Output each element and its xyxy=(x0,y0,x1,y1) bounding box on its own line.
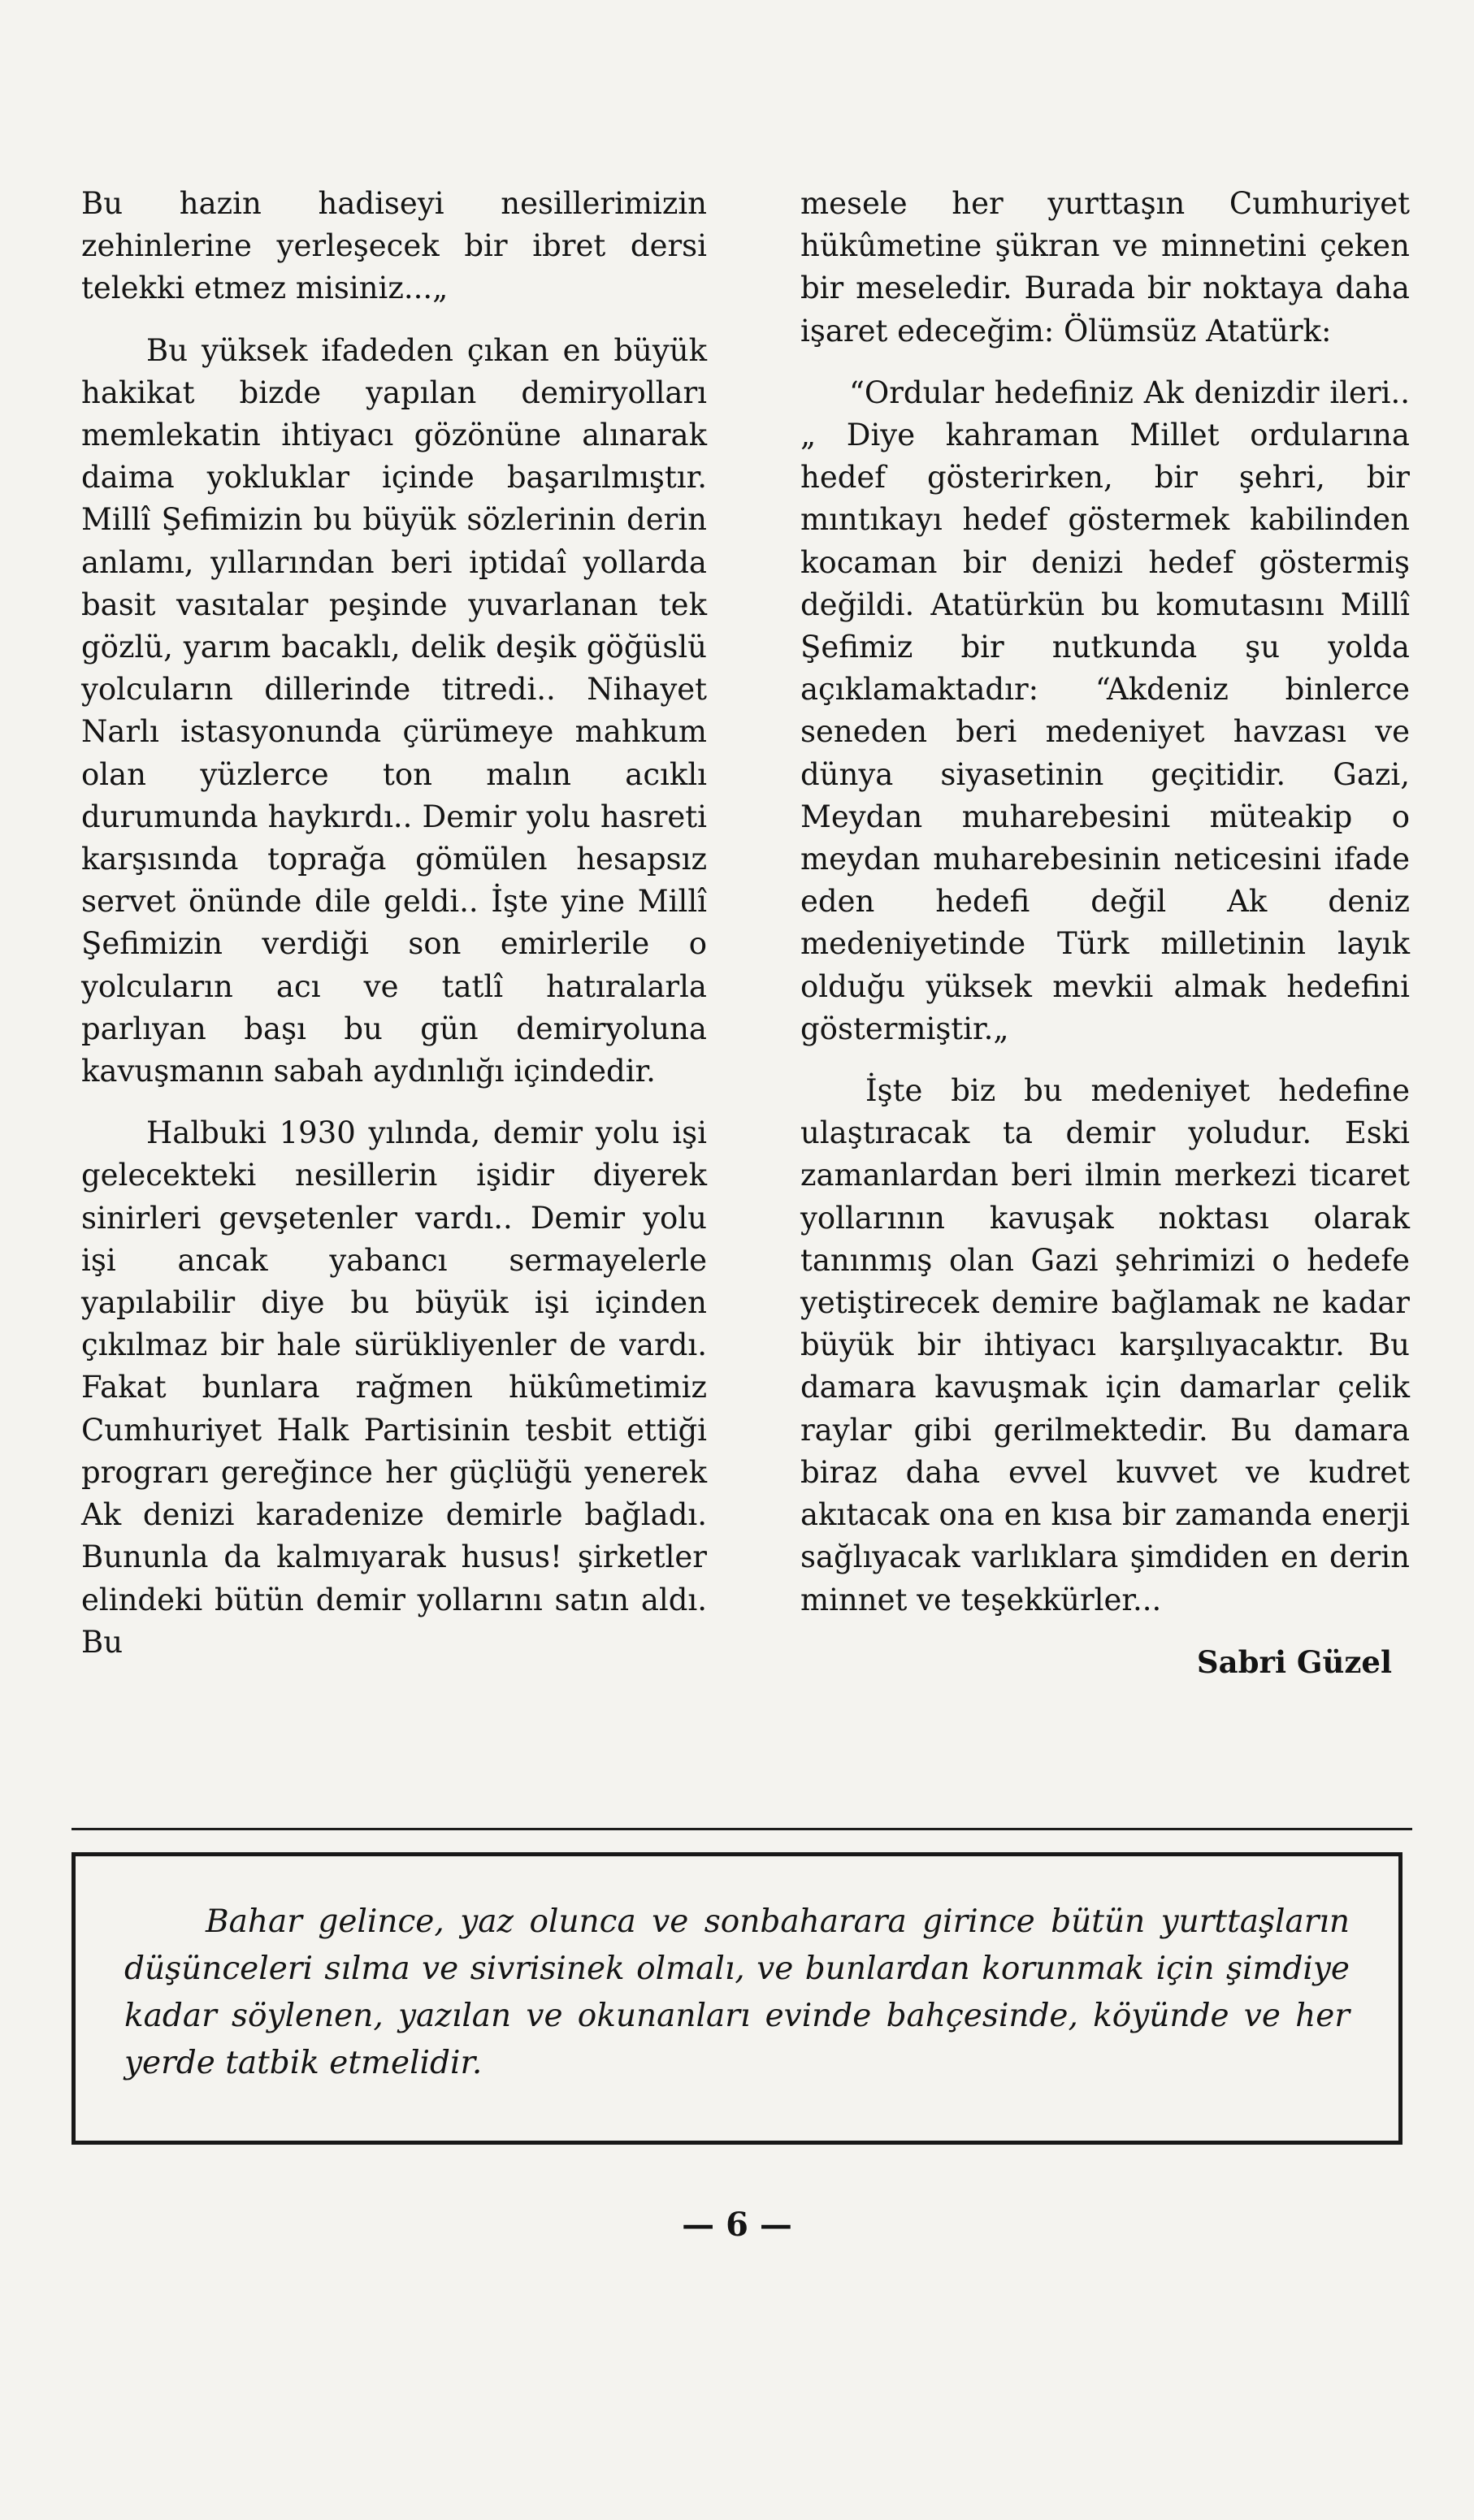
right-paragraph-2: “Ordular hedefiniz Ak denizdir ileri..„ Diye kahraman Millet ordularına hedef gösterirken, bir şehri, bir mıntıkayı hedef göstermek kabilinden kocaman bir denizi hedef göstermiş değildi. Atatürkün bu komutasını Millî Şefimiz bir nutkunda şu yolda açıklamaktadır: “Akdeniz binlerce seneden beri medeniyet havzası ve dünya siyasetinin geçitidir. Gazi, Meydan muharebesini müteakip o meydan muharebesinin neticesini ifade eden hedefi değil Ak deniz medeniyetinde Türk milletinin layık olduğu yüksek mevkii almak hedefini göstermiştir.„ xyxy=(800,375,1410,1046)
left-paragraph-1: Bu hazin hadiseyi nesillerimizin zehinlerine yerleşecek bir ibret dersi telekki etmez misiniz...„ xyxy=(81,186,707,306)
left-column xyxy=(81,183,707,1683)
right-paragraph-3: İşte biz bu medeniyet hedefine ulaştıracak ta demir yoludur. Eski zamanlardan beri ilmin merkezi ticaret yollarının kavuşak noktası olarak tanınmış olan Gazi şehrimizi o hedefe yetiştirecek demire bağlamak ne kadar büyük bir ihtiyacı karşılıyacaktır. Bu damara kavuşmak için damarlar çelik raylar gibi gerilmektedir. Bu damara biraz daha evvel kuvvet ve kudret akıtacak ona en kısa bir zamanda enerji sağlıyacak varlıklara şimdiden en derin minnet ve teşekkürler... xyxy=(800,1073,1410,1617)
right-column xyxy=(800,183,1410,1683)
page-number: — 6 — xyxy=(682,2206,792,2244)
right-paragraph-1: mesele her yurttaşın Cumhuriyet hükûmetine şükran ve minnetini çeken bir meseledir. Burada bir noktaya daha işaret edeceğim: Ölümsüz Atatürk: xyxy=(800,186,1410,349)
left-paragraph-2: Bu yüksek ifadeden çıkan en büyük hakikat bizde yapılan demiryolları memlekatin ihtiyacı gözönüne alınarak daima yokluklar içinde başarılmıştır. Millî Şefimizin bu büyük sözlerinin derin anlamı, yıllarından beri iptidaî yollarda basit vasıtalar peşinde yuvarlanan tek gözlü, yarım bacaklı, delik deşik göğüslü yolcuların dillerinde titredi.. Nihayet Narlı istasyonunda çürümeye mahkum olan yüzlerce ton malın acıklı durumunda haykırdı.. Demir yolu hasreti karşısında toprağa gömülen hesapsız servet önünde dile geldi.. İşte yine Millî Şefimizin verdiği son emirlerile o yolcuların acı ve tatlî hatıralarla parlıyan başı bu gün demiryoluna kavuşmanın sabah aydınlığı içindedir. xyxy=(81,332,707,1089)
notice-text: Bahar gelince, yaz olunca ve sonbaharara girince bütün yurttaşların düşünceleri sılma ve sivrisinek olmalı, ve bunlardan korunmak için şimdiye kadar söylenen, yazılan ve okunanları evinde bahçesinde, köyünde ve her yerde tatbik etmelidir. xyxy=(124,1903,1350,2081)
author-signature: Sabri Güzel xyxy=(1196,1643,1392,1680)
notice-box xyxy=(72,1852,1402,2145)
left-paragraph-3: Halbuki 1930 yılında, demir yolu işi gelecekteki nesillerin işidir diyerek sinirleri gevşetenler vardı.. Demir yolu işi ancak yabancı sermayelerle yapılabilir diye bu büyük işi içinden çıkılmaz bir hale sürükliyenler de vardı. Fakat bunlara rağmen hükûmetimiz Cumhuriyet Halk Partisinin tesbit ettiği prograrı gereğince her güçlüğü yenerek Ak denizi karadenize demirle bağladı. Bununla da kalmıyarak husus! şirketler elindeki bütün demir yollarını satın aldı. Bu xyxy=(81,1115,707,1660)
section-divider xyxy=(72,1828,1412,1830)
